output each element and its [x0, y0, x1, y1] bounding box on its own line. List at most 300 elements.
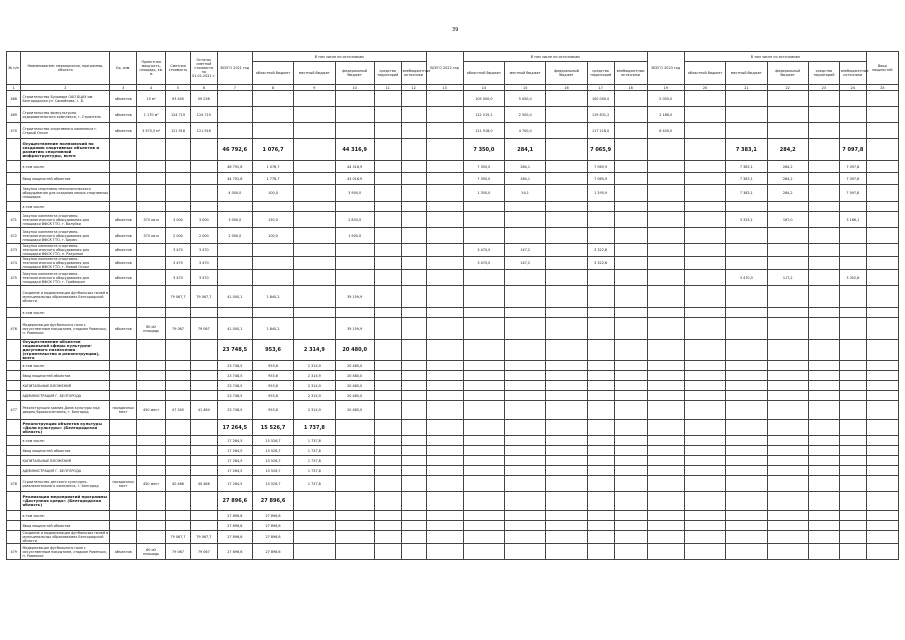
value-cell [463, 446, 504, 456]
value-cell [426, 173, 463, 185]
row-unit [110, 531, 137, 544]
value-cell [505, 436, 546, 446]
row-name: Закупка спортивно-технологического оборудования для создания малых спортивных площадок [21, 185, 110, 202]
row-unit: посадочных мест [110, 476, 137, 492]
value-cell [839, 308, 866, 318]
value-cell [401, 91, 426, 107]
value-cell [684, 123, 725, 139]
value-cell: 23 748,5 [217, 391, 252, 401]
value-cell: 6 400,0 [647, 123, 684, 139]
value-cell: 7 097,8 [839, 139, 866, 161]
value-cell [546, 107, 587, 123]
value-cell [505, 401, 546, 420]
value-cell [614, 161, 647, 173]
value-cell [401, 420, 426, 436]
column-number: 9 [294, 85, 335, 91]
value-cell: 27 896,6 [217, 544, 252, 560]
value-cell [839, 202, 866, 212]
row-unit [110, 139, 137, 161]
value-cell [252, 123, 293, 139]
value-cell [505, 476, 546, 492]
value-cell [767, 107, 808, 123]
value-cell [866, 361, 898, 371]
row-unit: объектов [110, 91, 137, 107]
value-cell [374, 244, 401, 257]
value-cell [374, 212, 401, 228]
value-cell [647, 466, 684, 476]
value-cell [767, 401, 808, 420]
value-cell [767, 286, 808, 308]
value-cell [401, 173, 426, 185]
value-cell: 147,2 [505, 244, 546, 257]
column-number: 8 [252, 85, 293, 91]
row-estimate: 3 470 [166, 244, 191, 257]
value-cell: 953,6 [252, 361, 293, 371]
value-cell [726, 371, 767, 381]
value-cell [587, 476, 614, 492]
value-cell [614, 420, 647, 436]
row-balance [190, 361, 217, 371]
value-cell [374, 173, 401, 185]
value-cell [684, 340, 725, 361]
value-cell [294, 91, 335, 107]
value-cell [505, 544, 546, 560]
row-capacity: 570 кв.м [137, 212, 166, 228]
value-cell [839, 446, 866, 456]
value-cell [684, 492, 725, 511]
value-cell [505, 202, 546, 212]
value-cell: 17 264,5 [217, 446, 252, 456]
value-cell [647, 361, 684, 371]
value-cell [463, 466, 504, 476]
value-cell: 17 264,5 [217, 456, 252, 466]
value-cell [866, 212, 898, 228]
value-cell [335, 511, 374, 521]
row-number: 473 [7, 244, 21, 257]
row-balance [190, 161, 217, 173]
table-row [7, 511, 899, 521]
row-unit [110, 456, 137, 466]
value-cell: 1 737,8 [294, 446, 335, 456]
row-balance [190, 456, 217, 466]
value-cell: 23 748,5 [217, 371, 252, 381]
row-name: Осуществление объектов социальной сферы культурно-досугового назначения (строительство и реконструкция), всего [21, 340, 110, 361]
value-cell [587, 420, 614, 436]
budget-table [6, 51, 899, 560]
value-cell [866, 436, 898, 446]
value-cell [808, 361, 839, 371]
value-cell [866, 91, 898, 107]
row-estimate [166, 308, 191, 318]
header-offbudget: внебюджетные источники [614, 62, 647, 85]
value-cell [217, 91, 252, 107]
value-cell [374, 521, 401, 531]
value-cell [647, 371, 684, 381]
value-cell [587, 544, 614, 560]
value-cell [546, 173, 587, 185]
value-cell [808, 173, 839, 185]
value-cell: 20 480,0 [335, 391, 374, 401]
value-cell [647, 456, 684, 466]
value-cell [866, 420, 898, 436]
value-cell [808, 202, 839, 212]
row-balance [190, 492, 217, 511]
row-name: Реконструкция объектов культуры «Доли культуры» (Белгородская область) [21, 420, 110, 436]
value-cell [546, 340, 587, 361]
value-cell [647, 476, 684, 492]
column-number: 25 [866, 85, 898, 91]
row-unit [110, 466, 137, 476]
row-capacity [137, 244, 166, 257]
value-cell [839, 391, 866, 401]
value-cell [587, 401, 614, 420]
row-balance [190, 173, 217, 185]
value-cell: 15 526,7 [252, 456, 293, 466]
value-cell [839, 420, 866, 436]
value-cell [374, 420, 401, 436]
row-balance: 40 486 [190, 476, 217, 492]
value-cell [866, 228, 898, 244]
value-cell [252, 244, 293, 257]
value-cell [726, 340, 767, 361]
table-row [7, 446, 899, 456]
row-balance: 124 719 [190, 107, 217, 123]
value-cell [335, 544, 374, 560]
value-cell [647, 531, 684, 544]
value-cell: 4 700,0 [505, 123, 546, 139]
value-cell [294, 244, 335, 257]
row-name: в том числе: [21, 202, 110, 212]
column-number: 5 [166, 85, 191, 91]
row-estimate [166, 202, 191, 212]
row-capacity [137, 521, 166, 531]
row-balance: 59 236 [190, 91, 217, 107]
value-cell [866, 139, 898, 161]
value-cell [647, 340, 684, 361]
value-cell [614, 544, 647, 560]
header-regional: областной бюджет [463, 62, 504, 85]
value-cell [335, 466, 374, 476]
row-estimate [166, 361, 191, 371]
value-cell [374, 531, 401, 544]
value-cell [614, 391, 647, 401]
header-sources-2022: В том числе по источникам [463, 52, 647, 62]
row-name: Строительство физкультурно-оздоровительного комплекса, г. Строитель [21, 107, 110, 123]
value-cell: 15 526,7 [252, 420, 293, 436]
table-row [7, 391, 899, 401]
row-name: Ввод мощностей объектов [21, 521, 110, 531]
value-cell [684, 107, 725, 123]
value-cell [252, 257, 293, 270]
table-row [7, 173, 899, 185]
value-cell [587, 371, 614, 381]
value-cell [401, 544, 426, 560]
value-cell [374, 456, 401, 466]
row-name: Ввод мощностей объектов [21, 371, 110, 381]
header-federal: федеральный бюджет [767, 62, 808, 85]
row-unit [110, 161, 137, 173]
value-cell [426, 228, 463, 244]
page-number: 39 [452, 27, 459, 33]
row-capacity [137, 456, 166, 466]
value-cell [647, 161, 684, 173]
table-row [7, 212, 899, 228]
value-cell: 2 314,9 [294, 391, 335, 401]
table-row [7, 270, 899, 286]
column-number: 19 [647, 85, 684, 91]
header-regional: областной бюджет [252, 62, 293, 85]
value-cell [401, 228, 426, 244]
value-cell: 1 076,7 [252, 161, 293, 173]
value-cell [726, 466, 767, 476]
value-cell [839, 286, 866, 308]
value-cell [335, 531, 374, 544]
row-capacity [137, 286, 166, 308]
value-cell [401, 185, 426, 202]
value-cell [252, 270, 293, 286]
value-cell [587, 228, 614, 244]
row-name: Осуществление полномочий по созданию спортивных объектов и развитию спортивной инфраструктуры, всего [21, 139, 110, 161]
column-number: 11 [374, 85, 401, 91]
value-cell [866, 202, 898, 212]
header-local: местный бюджет [505, 62, 546, 85]
value-cell [374, 446, 401, 456]
value-cell: 2 314,9 [294, 371, 335, 381]
value-cell: 1 840,2 [252, 286, 293, 308]
row-number: 472 [7, 228, 21, 244]
value-cell [426, 466, 463, 476]
value-cell [463, 544, 504, 560]
value-cell [374, 340, 401, 361]
value-cell: 15 526,7 [252, 466, 293, 476]
value-cell: 2 850,0 [335, 212, 374, 228]
column-number: 20 [684, 85, 725, 91]
row-unit [110, 492, 137, 511]
row-estimate [166, 340, 191, 361]
value-cell [546, 139, 587, 161]
value-cell [401, 456, 426, 466]
column-number: 7 [217, 85, 252, 91]
column-number: 14 [463, 85, 504, 91]
value-cell [463, 212, 504, 228]
value-cell [684, 420, 725, 436]
value-cell [335, 492, 374, 511]
row-balance [190, 371, 217, 381]
value-cell [726, 318, 767, 340]
value-cell [767, 476, 808, 492]
value-cell: 284,2 [767, 173, 808, 185]
value-cell: 46 792,6 [217, 139, 252, 161]
value-cell [546, 212, 587, 228]
value-cell [684, 361, 725, 371]
value-cell [839, 361, 866, 371]
value-cell [374, 107, 401, 123]
value-cell [684, 531, 725, 544]
value-cell [839, 123, 866, 139]
value-cell [463, 511, 504, 521]
row-estimate [166, 371, 191, 381]
value-cell [647, 185, 684, 202]
value-cell: 953,6 [252, 340, 293, 361]
value-cell: 20 480,0 [335, 381, 374, 391]
row-capacity [137, 308, 166, 318]
row-name: Строительство детского культурно-развлекательного комплекса, г. Белгород [21, 476, 110, 492]
row-estimate [166, 185, 191, 202]
value-cell [252, 202, 293, 212]
value-cell [839, 228, 866, 244]
value-cell [587, 446, 614, 456]
row-unit [110, 308, 137, 318]
header-local: местный бюджет [294, 62, 335, 85]
value-cell [684, 371, 725, 381]
row-balance [190, 466, 217, 476]
value-cell [294, 257, 335, 270]
column-number: 2 [21, 85, 110, 91]
row-estimate: 2 000 [166, 228, 191, 244]
row-estimate [166, 381, 191, 391]
row-capacity [137, 257, 166, 270]
row-number: 475 [7, 270, 21, 286]
value-cell [401, 391, 426, 401]
row-balance: 79 067 [190, 544, 217, 560]
value-cell [684, 228, 725, 244]
value-cell [463, 371, 504, 381]
value-cell: 147,2 [505, 257, 546, 270]
value-cell [726, 228, 767, 244]
value-cell [684, 212, 725, 228]
table-row [7, 286, 899, 308]
value-cell [866, 521, 898, 531]
value-cell [546, 308, 587, 318]
value-cell [505, 371, 546, 381]
value-cell [546, 436, 587, 446]
value-cell [767, 381, 808, 391]
value-cell: 1 737,8 [294, 456, 335, 466]
row-balance [190, 381, 217, 391]
value-cell: 7 350,0 [463, 173, 504, 185]
value-cell [808, 308, 839, 318]
row-estimate: 79 067 [166, 318, 191, 340]
value-cell [426, 401, 463, 420]
row-estimate [166, 173, 191, 185]
row-balance: 3 470 [190, 257, 217, 270]
value-cell [463, 492, 504, 511]
value-cell [614, 492, 647, 511]
value-cell [463, 456, 504, 466]
value-cell [808, 270, 839, 286]
value-cell [505, 521, 546, 531]
value-cell: 7 065,9 [587, 139, 614, 161]
table-row [7, 308, 899, 318]
value-cell [546, 318, 587, 340]
value-cell [767, 521, 808, 531]
row-estimate: 40 486 [166, 476, 191, 492]
value-cell [401, 318, 426, 340]
row-capacity: 3 970,5 м² [137, 123, 166, 139]
column-number: 3 [110, 85, 137, 91]
value-cell: 1 900,0 [335, 228, 374, 244]
value-cell [866, 244, 898, 257]
value-cell: 27 896,6 [252, 531, 293, 544]
value-cell [647, 257, 684, 270]
value-cell [505, 340, 546, 361]
value-cell [294, 212, 335, 228]
header-name: Наименование: мероприятия, программы, объекта [21, 52, 110, 85]
value-cell [426, 185, 463, 202]
value-cell [463, 318, 504, 340]
value-cell: 2 500,0 [505, 107, 546, 123]
value-cell [866, 123, 898, 139]
value-cell [808, 521, 839, 531]
value-cell: 1 295,9 [587, 185, 614, 202]
row-capacity [137, 446, 166, 456]
value-cell [726, 511, 767, 521]
row-name: КАПИТАЛЬНЫЕ ВЛОЖЕНИЯ [21, 456, 110, 466]
value-cell [426, 476, 463, 492]
value-cell: 27 896,6 [252, 492, 293, 511]
row-name: Создание и модернизация футбольных полей в муниципальных образованиях Белгородской области [21, 286, 110, 308]
value-cell [839, 492, 866, 511]
value-cell: 23 748,5 [217, 401, 252, 420]
row-estimate: 79 067 [166, 544, 191, 560]
value-cell [726, 420, 767, 436]
value-cell [252, 107, 293, 123]
value-cell [546, 466, 587, 476]
value-cell [546, 476, 587, 492]
value-cell [374, 401, 401, 420]
value-cell [614, 436, 647, 446]
row-capacity [137, 361, 166, 371]
header-federal: федеральный бюджет [546, 62, 587, 85]
value-cell [505, 531, 546, 544]
table-row [7, 318, 899, 340]
value-cell [767, 308, 808, 318]
row-name: Закупка комплекта спортивно-технологического оборудования для площадки ВФСК ГТО, г. Грайворон [21, 270, 110, 286]
row-capacity: 1 170 м² [137, 107, 166, 123]
value-cell [866, 391, 898, 401]
value-cell [614, 401, 647, 420]
value-cell [374, 391, 401, 401]
value-cell [839, 436, 866, 446]
row-capacity [137, 511, 166, 521]
table-row [7, 244, 899, 257]
value-cell [808, 244, 839, 257]
value-cell [808, 466, 839, 476]
value-cell: 41 000,1 [217, 318, 252, 340]
row-number: 471 [7, 212, 21, 228]
value-cell: 17 264,5 [217, 436, 252, 446]
row-number: 470 [7, 123, 21, 139]
value-cell [546, 228, 587, 244]
column-number: 4 [137, 85, 166, 91]
value-cell: 105 000,0 [463, 91, 504, 107]
header-total-2022: ВСЕГО 2022 год [426, 52, 463, 85]
row-balance [190, 391, 217, 401]
value-cell [684, 476, 725, 492]
row-number [7, 340, 21, 361]
table-row [7, 228, 899, 244]
row-unit: объектов [110, 270, 137, 286]
value-cell [808, 340, 839, 361]
value-cell: 3 000,0 [217, 212, 252, 228]
value-cell [587, 466, 614, 476]
table-row [7, 436, 899, 446]
value-cell [587, 492, 614, 511]
row-unit [110, 185, 137, 202]
value-cell [614, 228, 647, 244]
header-total-2021: ВСЕГО 2021 год [217, 52, 252, 85]
value-cell [505, 361, 546, 371]
